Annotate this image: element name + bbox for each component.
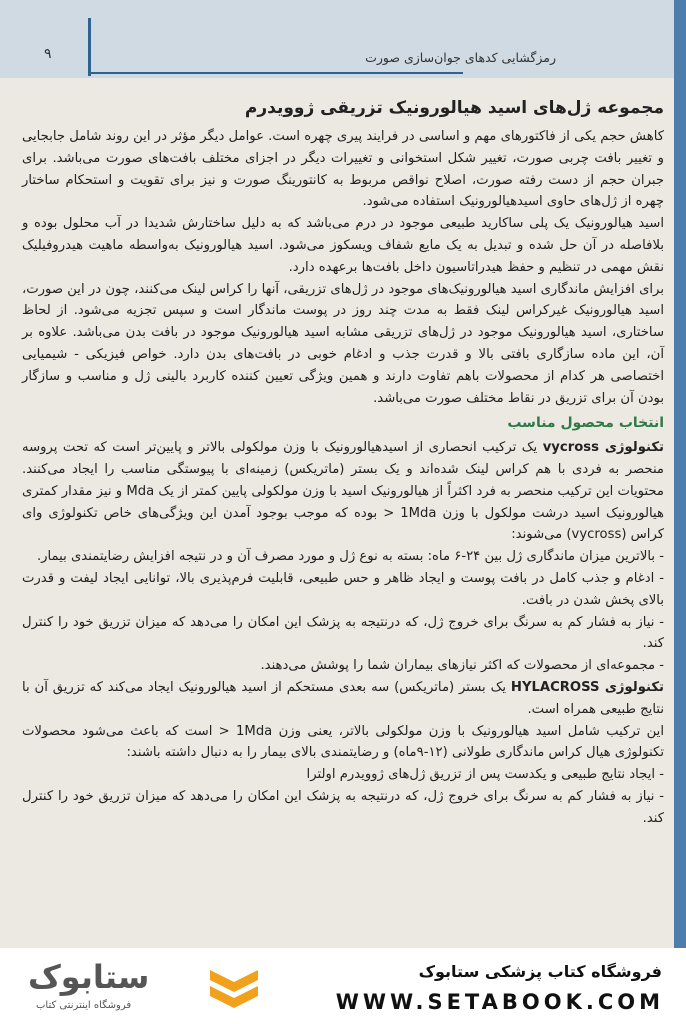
subheading: انتخاب محصول مناسب xyxy=(507,415,664,432)
page-header xyxy=(0,0,686,80)
store-name: فروشگاه کتاب پزشکی ستابوک xyxy=(418,962,662,981)
book-logo-icon xyxy=(206,962,262,1010)
list-item: - بالاترین میزان ماندگاری ژل بین ۲۴-۶ ماه: بسته به نوع ژل و مورد مصرف آن و در نتیجه افزایش رضایتمندی بیمار. xyxy=(36,549,664,565)
list-item: - ایجاد نتایج طبیعی و یکدست پس از تزریق ژل‌های ژوویدرم اولترا xyxy=(306,767,664,783)
header-rule xyxy=(88,72,463,74)
section-title: مجموعه ژل‌های اسید هیالورونیک تزریقی ژوویدرم xyxy=(244,98,664,118)
vycross-paragraph xyxy=(22,437,664,546)
store-footer xyxy=(0,948,686,1024)
logo-brand: ستابوک xyxy=(28,958,150,996)
vycross-text: یک ترکیب انحصاری از اسیدهیالورونیک با وزن مولکولی بالاتر و پایین‌تر است که تحت پروسه منحصر به فردی با هم کراس لینک شده‌اند و یک بستر (ماتریکس) زمینه‌ای با پیوستگی مناسب را ایجاد می‌کنند. محتویات این ترکیب منحصر به فرد اکثراً از هیالورونیک اسید با وزن مولکولی پایین کمتر از یک Mda و نیز مقدار کمتری هیالورونیک اسید درشت مولکول با وزن 1Mda < بوده که موجب بوجود آمدن این ویژگی‌های خاص تکنولوژی وای کراس (vycross) می‌شوند: xyxy=(22,440,664,543)
logo-tagline: فروشگاه اینترنتی کتاب xyxy=(36,1000,132,1011)
header-band xyxy=(0,0,686,78)
page-number: ۹ xyxy=(44,46,52,62)
book-title: رمزگشایی کدهای جوان‌سازی صورت xyxy=(365,50,556,65)
hylacross-paragraph xyxy=(22,677,664,721)
hylacross-label: تکنولوژی HYLACROSS xyxy=(510,679,664,695)
list-item: - ادغام و جذب کامل در بافت پوست و ایجاد ظاهر و حس طبیعی، قابلیت فرم‌پذیری بالا، توانایی ایجاد لیفت و قدرت بالای پخش شدن در بافت. xyxy=(22,570,664,608)
hylacross-paragraph-2: این ترکیب شامل اسید هیالورونیک با وزن مولکولی بالاتر، یعنی وزن 1Mda < است که باعث می‌شود محصولات تکنولوژی هیال کراس ماندگاری طولانی (۱۲-۹ماه) و رضایتمندی بالای بیمار را به دنبال داشته باشند: xyxy=(22,723,664,761)
hylacross-text: یک بستر (ماتریکس) سه بعدی مستحکم از اسید هیالورونیک ایجاد می‌کند که تزریق آن با نتایج طبیعی همراه است. xyxy=(22,679,664,717)
paragraph: اسید هیالورونیک یک پلی ساکارید طبیعی موجود در درم می‌باشد که به دلیل ساختارش شدیدا در آب محلول بوده و بلافاصله در آن حل شده و تبدیل به یک مایع شفاف ویسکوز می‌شود. اسید هیالورونیک به‌واسطه ماهیت هیدروفیلیک نقش مهمی در تنظیم و حفظ هیدراتاسیون داخل بافت‌ها برعهده دارد. xyxy=(22,216,664,275)
side-accent-bar xyxy=(674,0,686,948)
list-item: - نیاز به فشار کم به سرنگ برای خروج ژل، که درنتیجه به پزشک این امکان را می‌دهد که میزان تزریق خود را کنترل کند. xyxy=(22,788,664,826)
list-item: - نیاز به فشار کم به سرنگ برای خروج ژل، که درنتیجه به پزشک این امکان را می‌دهد که میزان تزریق خود را کنترل کند. xyxy=(22,614,664,652)
page-content xyxy=(22,96,664,830)
paragraph: برای افزایش ماندگاری اسید هیالورونیک‌های موجود در ژل‌های تزریقی، آنها را کراس لینک می‌کنند، چون در این صورت، اسید هیالورونیک غیرکراس لینک فقط به مدت چند روز در پوست ماندگار است و سپس تجزیه می‌شود. از لحاظ ساختاری، اسید هیالورونیک موجود در ژل‌های تزریقی مشابه اسید هیالورونیک موجود در بافت بدن می‌باشد. علاوه بر آن، این ماده سازگاری بافتی بالا و قدرت جذب و ادغام خوبی در بافت‌های بدن دارد. خواص فیزیکی - شیمیایی اختصاصی هر کدام از محصولات باهم تفاوت دارند و همین ویژگی تعیین کننده کاربرد بالینی ژل و مناسب و سازگار بودن آن برای تزریق در نقاط مختلف صورت می‌باشد. xyxy=(22,281,664,406)
list-item: - مجموعه‌ای از محصولات که اکثر نیازهای بیماران شما را پوشش می‌دهند. xyxy=(260,658,664,674)
header-accent-bar xyxy=(88,18,91,76)
store-url[interactable]: WWW.SETABOOK.COM xyxy=(335,990,664,1014)
vycross-label: تکنولوژی vycross xyxy=(542,440,664,456)
paragraph: کاهش حجم یکی از فاکتورهای مهم و اساسی در فرایند پیری چهره است. عوامل دیگر مؤثر در این روند شامل جابجایی و تغییر بافت چربی صورت، تغییر شکل استخوانی و تغییرات دیگر در اجزای مختلف بافت‌های صورت می‌باشد. برای جبران حجم از دست رفته صورت، اصلاح نواقص مربوط به کانتورینگ صورت و نیز برای تقویت و استحکام ساختار چهره از ژل‌های حاوی اسیدهیالورونیک استفاده می‌شود. xyxy=(22,129,664,210)
